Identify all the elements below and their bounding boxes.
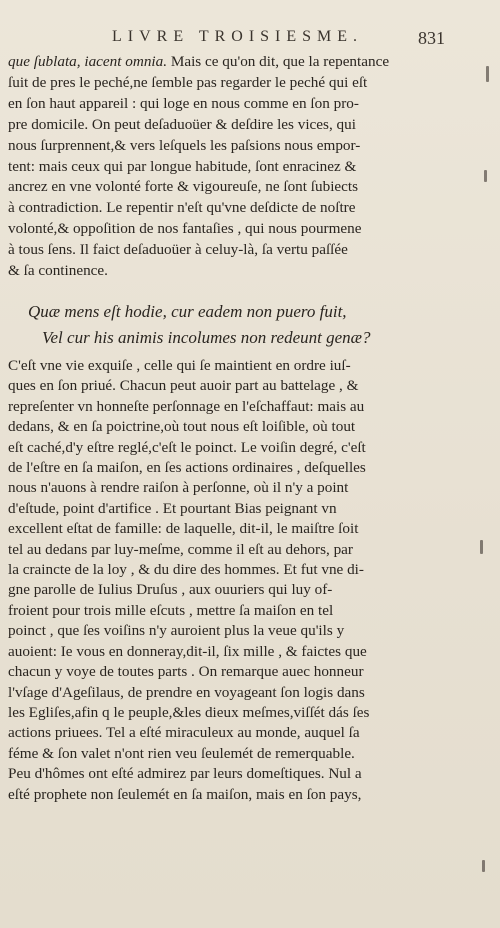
text-line: & ſa continence. [8, 262, 108, 280]
text-line: froient pour trois mille eſcuts , mettre ſa maiſon en tel [8, 601, 334, 619]
margin-ink-mark [484, 170, 487, 182]
text-line: auoient: Ie vous en donneray,dit-il, ſix mille , & faictes que [8, 642, 367, 660]
text-line: poinct , que ſes voiſins n'y auroient plus la veue qu'ils y [8, 622, 345, 640]
paragraph-2 [8, 356, 472, 805]
margin-ink-mark [482, 860, 485, 872]
text-line: tel au dedans par luy-meſme, comme il eſt au dehors, par [8, 540, 353, 558]
text-line: la craincte de la loy , & du dire des hommes. Et fut vne di- [8, 561, 364, 579]
text-line: féme & ſon valet n'ont rien veu ſeulemét de remerquable. [8, 744, 355, 762]
margin-ink-mark [486, 66, 489, 82]
text-line: d'eſtude, point d'artifice . Et pourtant Bias peignant vn [8, 499, 337, 517]
running-title: LIVRE TROISIESME. [112, 28, 364, 45]
margin-ink-mark [480, 540, 483, 554]
text-line: pre domicile. On peut deſaduoüer & deſdire les vices, qui [8, 115, 356, 133]
verse-line-2: Vel cur his animis incolumes non redeunt genæ? [42, 328, 371, 347]
text-line: dedans, & en ſa poictrine,où tout nous eſt loiſible, où tout [8, 418, 356, 436]
text-line: ſuit de pres le peché,ne ſemble pas regarder le peché qui eſt [8, 73, 368, 91]
text-line: tent: mais ceux qui par longue habitude, ſont enracinez & [8, 157, 357, 175]
page-number: 831 [418, 28, 445, 48]
text-line: repreſenter vn honneſte perſonnage en l'eſchaffaut: mais au [8, 397, 365, 415]
text-line: gne parolle de Iulius Druſus , aux ouuriers qui luy of- [8, 581, 333, 599]
text-line: l'vſage d'Ageſilaus, de prendre en voyageant ſon logis dans [8, 683, 365, 701]
text-line: C'eſt vne vie exquiſe , celle qui ſe maintient en ordre iuſ- [8, 357, 351, 374]
running-head [0, 28, 500, 52]
text-line: nous ſurprennent,& vers leſquels les paſsions nous empor- [8, 136, 361, 154]
text-line: nous n'auons à rendre raiſon à perſonne, où il n'y a point [8, 479, 349, 497]
text-line: de l'eſtre en ſa maiſon, en ſes actions ordinaires , deſquelles [8, 459, 366, 477]
text-line: Peu d'hômes ont eſté admirez par leurs domeſtiques. Nul a [8, 765, 362, 783]
latin-quote-fragment: que ſublata, iacent omnia. [8, 53, 168, 70]
text-line: les Egliſes,afin q le peuple,&les dieux meſmes,viſſét dás ſes [8, 703, 370, 721]
text-line: ancrez en vne volonté forte & vigoureuſe, ne ſont ſubiects [8, 178, 359, 196]
text-line: en ſon haut appareil : qui loge en nous comme en ſon pro- [8, 94, 359, 112]
text-line: que ſublata, iacent omnia. Mais ce qu'on dit, que la repentance [8, 53, 390, 70]
text-line: volonté,& oppoſition de nos fantaſies , qui nous pourmene [8, 220, 362, 238]
paragraph-1 [8, 52, 464, 282]
text-line: à tous ſens. Il faict deſaduoüer à celuy-là, ſa vertu paſſée [8, 241, 348, 259]
text-line: eſté prophete non ſeulemét en ſa maiſon, mais en ſon pays, [8, 785, 362, 803]
text-line: ques en ſon priué. Chacun peut auoir part au battelage , & [8, 377, 359, 395]
text-line: chacun y voye de toutes parts . On remarque auec honneur [8, 663, 364, 681]
text-line: actions priuees. Tel a eſté miraculeux au monde, auquel ſa [8, 724, 360, 742]
text-line: excellent eſtat de famille: de laquelle, dit-il, le maiſtre ſoit [8, 520, 359, 538]
text-line: à contradiction. Le repentir n'eſt qu'vne deſdicte de noſtre [8, 199, 356, 217]
verse-line-1: Quæ mens eſt hodie, cur eadem non puero fuit, [28, 302, 347, 321]
text-line: eſt caché,d'y eſtre reglé,c'eſt le poinct. Le voiſin degré, c'eſt [8, 438, 366, 456]
